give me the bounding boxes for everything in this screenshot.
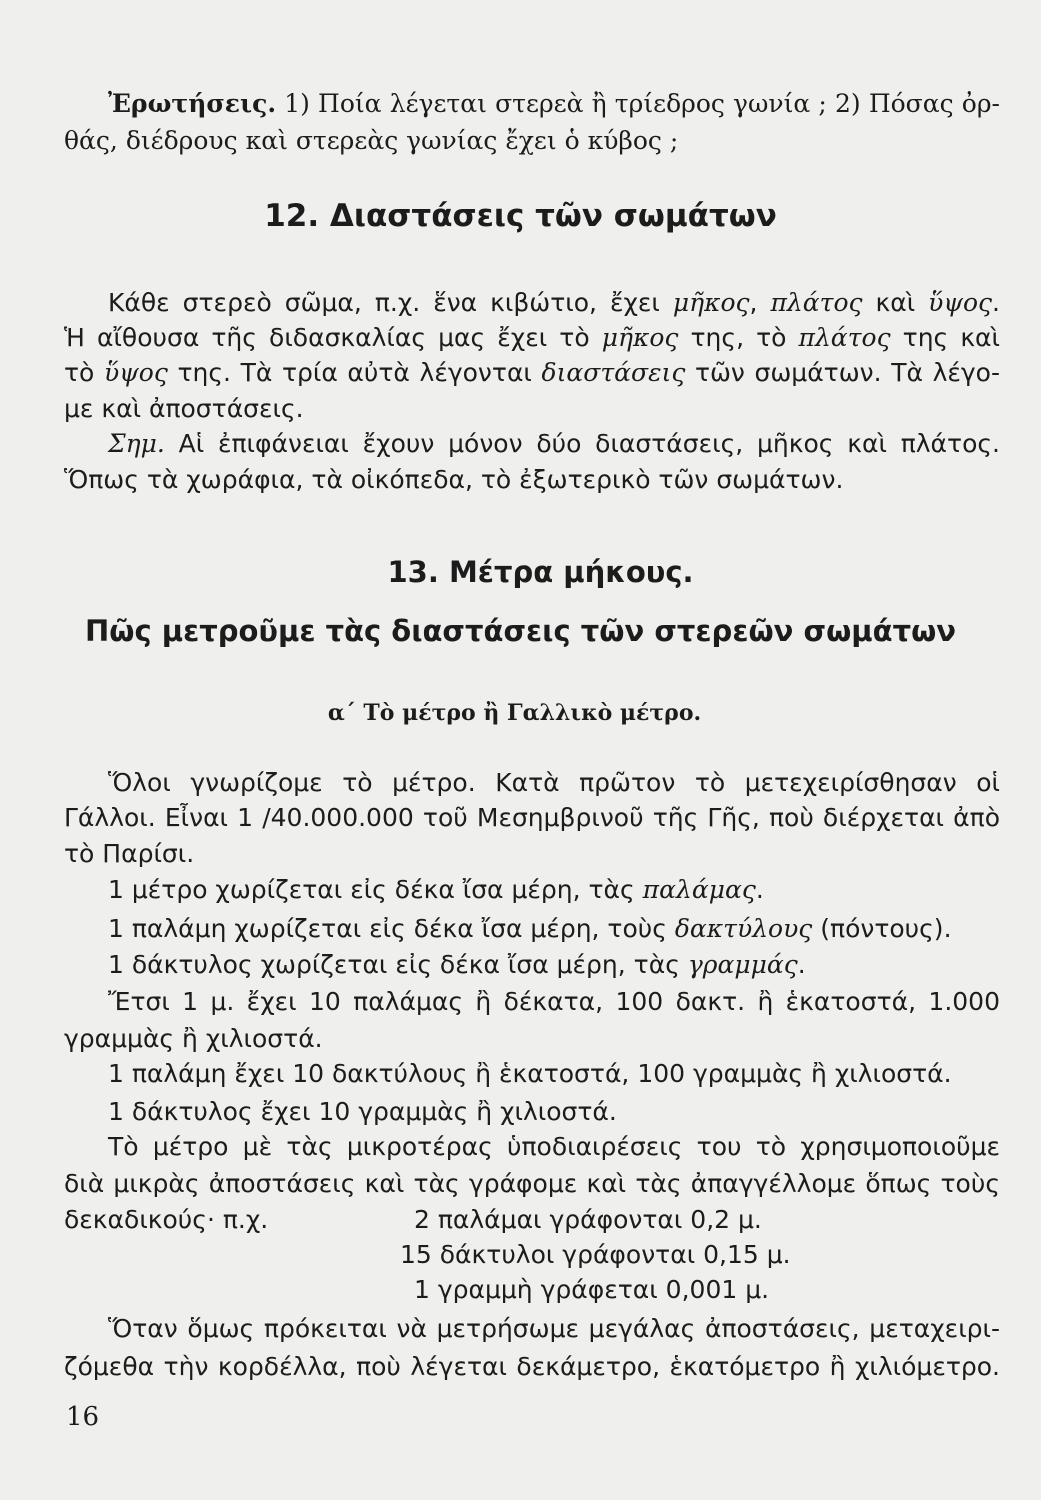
equivalence-line-4: 1 δάκτυλος ἔχει 10 γραμμὰς ἢ χιλιοστά. (108, 1097, 617, 1126)
example-line-3: 1 γραμμὴ γράφεται 0,001 μ. (414, 1275, 770, 1304)
definition-line-1: 1 μέτρο χωρίζεται εἰς δέκα ἴσα μέρη, τὰς παλάμας. (108, 875, 764, 904)
s12-p1-line-4: με καὶ ἀποστάσεις. (64, 394, 304, 423)
definition-line-2: 1 παλάμη χωρίζεται εἰς δέκα ἴσα μέρη, τοὺς δακτύλους (πόντους). (108, 914, 952, 943)
s12-p1-line-1: Κάθε στερεὸ σῶμα, π.χ. ἕνα κιβώτιο, ἔχει μῆκος, πλάτος καὶ ὕψος. (108, 288, 1000, 317)
s13-p3-line-2: ζόμεθα τὴν κορδέλλα, ποὺ λέγεται δεκάμετρο, ἑκατόμετρο ἢ χιλιόμετρο. (64, 1352, 1000, 1381)
section-12-title: 12. Διαστάσεις τῶν σωμάτων (264, 198, 777, 234)
page-number: 16 (66, 1402, 100, 1432)
s12-p1-line-2: Ἡ αἴθουσα τῆς διδασκαλίας μας ἔχει τὸ μῆκος της, τὸ πλάτος της καὶ (64, 323, 1000, 352)
questions-line-1: Ἐρωτήσεις. 1) Ποία λέγεται στερεὰ ἢ τρίεδρος γωνία ; 2) Πόσας ὀρ- (108, 89, 1000, 118)
s13-p3-line-1: Ὅταν ὅμως πρόκειται νὰ μετρήσωμε μεγάλας ἀποστάσεις, μεταχειρι- (108, 1314, 1000, 1343)
example-line-1: 2 παλάμαι γράφονται 0,2 μ. (414, 1205, 762, 1234)
equivalence-line-1: Ἔτσι 1 μ. ἔχει 10 παλάμας ἢ δέκατα, 100 δακτ. ἢ ἑκατοστά, 1.000 (108, 987, 1000, 1016)
equivalence-line-3: 1 παλάμη ἔχει 10 δακτύλους ἢ ἑκατοστά, 100 γραμμὰς ἢ χιλιοστά. (108, 1059, 952, 1088)
example-line-2: 15 δάκτυλοι γράφονται 0,15 μ. (400, 1240, 791, 1269)
s13-p2-line-3: δεκαδικούς· π.χ. (64, 1205, 269, 1234)
s13-p2-line-2: διὰ μικρὰς ἀποστάσεις καὶ τὰς γράφομε καὶ τὰς ἀπαγγέλλομε ὅπως τοὺς (64, 1169, 1000, 1198)
s12-note-line-1: Σημ. Αἱ ἐπιφάνειαι ἔχουν μόνον δύο διαστάσεις, μῆκος καὶ πλάτος. (108, 429, 1000, 458)
questions-line-2: θάς, διέδρους καὶ στερεὰς γωνίας ἔχει ὁ κύβος ; (64, 126, 679, 155)
s13-p1-line-2: Γάλλοι. Εἶναι 1 /40.000.000 τοῦ Μεσημβρινοῦ τῆς Γῆς, ποὺ διέρχεται ἀπὸ (64, 803, 1000, 832)
s13-p1-line-3: τὸ Παρίσι. (64, 839, 195, 868)
section-13-subtitle: Πῶς μετροῦμε τὰς διαστάσεις τῶν στερεῶν σωμάτων (84, 614, 957, 648)
definition-line-3: 1 δάκτυλος χωρίζεται εἰς δέκα ἴσα μέρη, τὰς γραμμάς. (108, 950, 806, 979)
s13-p2-line-1: Τὸ μέτρο μὲ τὰς μικροτέρας ὑποδιαιρέσεις του τὸ χρησιμοποιοῦμε (108, 1132, 1000, 1161)
equivalence-line-2: γραμμὰς ἢ χιλιοστά. (64, 1024, 323, 1053)
note-label: Σημ. (108, 429, 165, 458)
s12-p1-line-3: τὸ ὕψος της. Τὰ τρία αὐτὰ λέγονται διαστάσεις τῶν σωμάτων. Τὰ λέγο- (64, 358, 1000, 387)
s13-p1-line-1: Ὅλοι γνωρίζομε τὸ μέτρο. Κατὰ πρῶτον τὸ μετεχειρίσθησαν οἱ (108, 768, 1000, 797)
questions-label: Ἐρωτήσεις. (108, 89, 277, 118)
s12-note-line-2: Ὅπως τὰ χωράφια, τὰ οἰκόπεδα, τὸ ἐξωτερικὸ τῶν σωμάτων. (64, 465, 844, 494)
section-13-title: 13. Μέτρα μήκους. (387, 555, 694, 589)
subsection-title: α΄ Τὸ μέτρο ἢ Γαλλικὸ μέτρο. (327, 700, 702, 726)
